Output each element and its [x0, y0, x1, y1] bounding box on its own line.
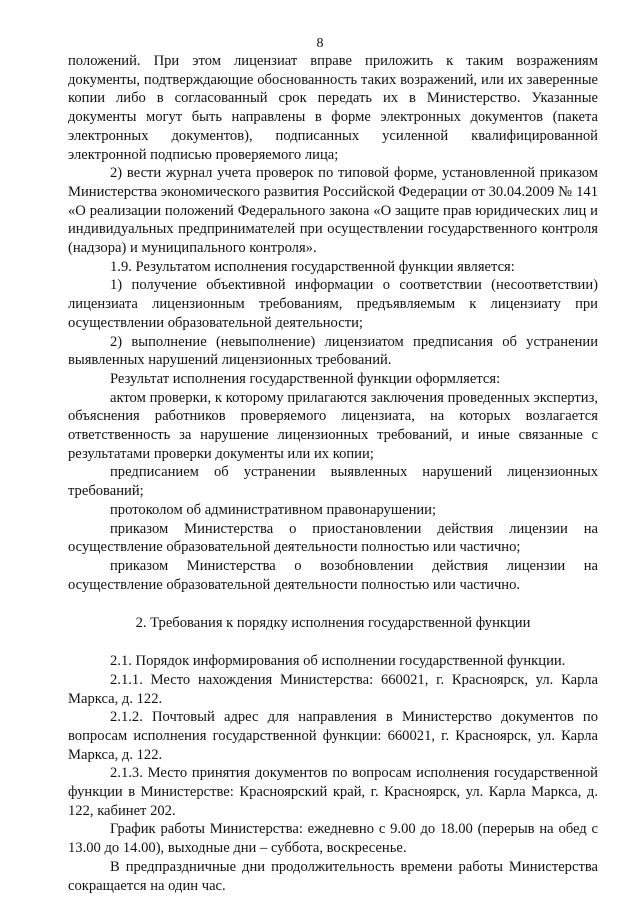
- paragraph-working-hours: График работы Министерства: ежедневно с 9.00 до 18.00 (перерыв на обед с 13.00 до 14.00), выходные дни – суббота, воскресенье.: [68, 821, 598, 857]
- paragraph-2-1-3: 2.1.3. Место принятия документов по вопросам исполнения государственной функции в Министерстве: Красноярский край, г. Красноярск, ул. Карла Маркса, д. 122, кабинет 202.: [68, 765, 598, 819]
- paragraph-result-item-2: 2) выполнение (невыполнение) лицензиатом предписания об устранении выявленных нарушений лицензионных требований.: [68, 333, 598, 369]
- paragraph-result-item-1: 1) получение объективной информации о соответствии (несоответствии) лицензиата лицензионным требованиям, предъявляемым к лицензиату при осуществлении образовательной деятельности;: [68, 277, 598, 331]
- paragraph-suspension-order: приказом Министерства о приостановлении действия лицензии на осуществление образовательной деятельности полностью или частично;: [68, 520, 598, 556]
- paragraph-1-9-result: 1.9. Результатом исполнения государственной функции является:: [110, 258, 515, 275]
- paragraph-holiday-hours: В предпраздничные дни продолжительность времени работы Министерства сокращается на один час.: [68, 858, 598, 894]
- paragraph-2-1-1: 2.1.1. Место нахождения Министерства: 660021, г. Красноярск, ул. Карла Маркса, д. 122.: [68, 671, 598, 707]
- paragraph-result-formalized: Результат исполнения государственной функции оформляется:: [110, 370, 501, 387]
- paragraph-2-1: 2.1. Порядок информирования об исполнении государственной функции.: [110, 653, 566, 670]
- section-2-heading: 2. Требования к порядку исполнения государственной функции: [135, 615, 531, 632]
- page-number: 8: [316, 36, 324, 51]
- paragraph-violation-protocol: протоколом об административном правонарушении;: [110, 501, 437, 518]
- paragraph-inspection-act: актом проверки, к которому прилагаются заключения проведенных экспертиз, объяснения работников проверяемого лицензиата, на которых возлагается ответственность за нарушение лицензионных требований, и иные связанные с результатами проверки документы или их копии;: [68, 389, 598, 462]
- paragraph-objections-continuation: положений. При этом лицензиат вправе приложить к таким возражениям документы, подтверждающие обоснованность таких возражений, или их заверенные копии либо в согласованный срок передать их в Министерство. Указанные документы могут быть направлены в форме электронных документов (пакета электронных документов), подписанных усиленной квалифицированной электронной подписью проверяемого лица;: [68, 53, 598, 163]
- paragraph-inspection-log: 2) вести журнал учета проверок по типовой форме, установленной приказом Министерства экономического развития Российской Федерации от 30.04.2009 № 141 «О реализации положений Федерального закона «О защите прав юридических лиц и индивидуальных предпринимателей при осуществлении государственного контроля (надзора) и муниципального контроля».: [68, 165, 598, 257]
- paragraph-resumption-order: приказом Министерства о возобновлении действия лицензии на осуществление образовательной деятельности полностью или частично.: [68, 557, 598, 593]
- paragraph-2-1-2: 2.1.2. Почтовый адрес для направления в Министерство документов по вопросам исполнения государственной функции: 660021, г. Красноярск, ул. Карла Маркса, д. 122.: [68, 709, 598, 763]
- paragraph-order-to-eliminate: предписанием об устранении выявленных нарушений лицензионных требований;: [68, 464, 598, 500]
- document-body: [68, 52, 598, 895]
